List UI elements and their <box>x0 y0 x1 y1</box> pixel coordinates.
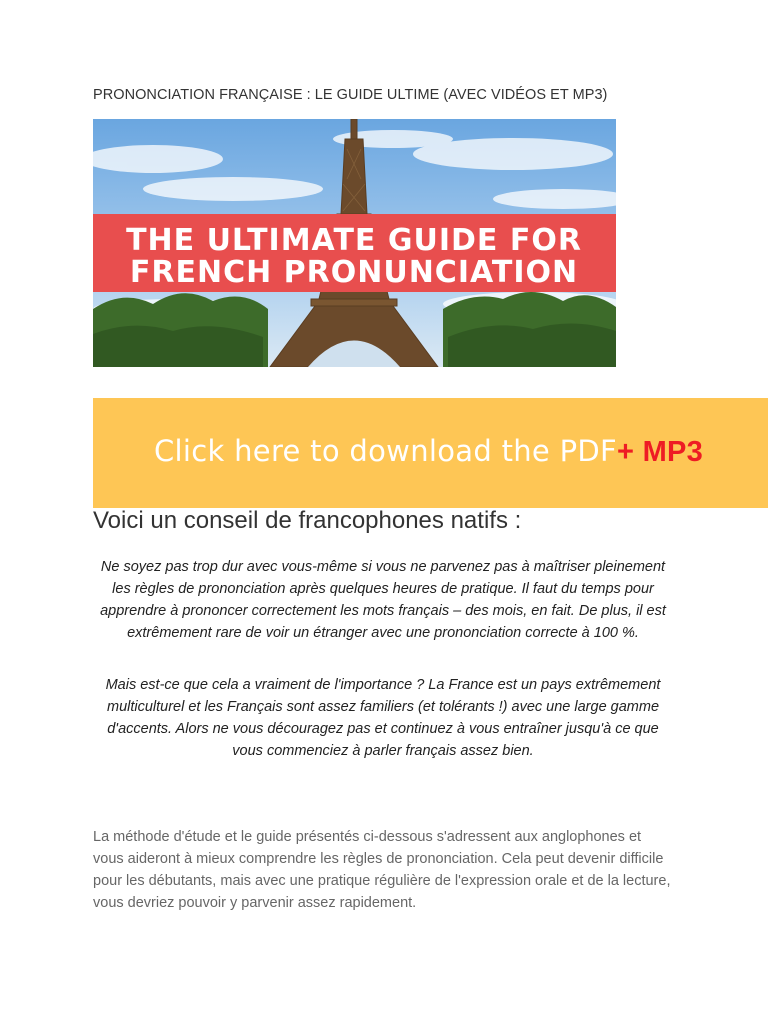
body-paragraph: La méthode d'étude et le guide présentés ci-dessous s'adressent aux anglophones et vous aideront à mieux comprendre les règles de prononciation. Cela peut devenir difficile pour les débutants, mais avec une pratique régulière de l'expression orale et de la lecture, vous devriez pouvoir y parvenir assez rapidement. <box>93 829 671 911</box>
quote-paragraph: Mais est-ce que cela a vraiment de l'importance ? La France est un pays extrêmement multiculturel et les Français sont assez familiers (et tolérants !) avec une large gamme d'accents. Alors ne vous découragez pas et continuez à vous entraîner jusqu'à ce que vous commenciez à parler français assez bien. <box>105 677 661 759</box>
page-title: PRONONCIATION FRANÇAISE : LE GUIDE ULTIME (AVEC VIDÉOS ET MP3) <box>93 87 608 103</box>
download-pdf-button[interactable] <box>93 398 768 508</box>
banner-line-2: FRENCH PRONUNCIATION <box>129 255 579 290</box>
banner-line-1: THE ULTIMATE GUIDE FOR <box>126 223 582 258</box>
download-pdf-label[interactable] <box>154 434 703 469</box>
cta-text[interactable]: Click here to download the PDF <box>154 434 617 468</box>
hero-image <box>93 119 616 367</box>
quote-paragraph: Ne soyez pas trop dur avec vous-même si vous ne parvenez pas à maîtriser pleinement les règles de prononciation après quelques heures de pratique. Il faut du temps pour apprendre à prononcer correctement les mots français – des mois, en fait. De plus, il est extrêmement rare de voir un étranger avec une prononciation correcte à 100 %. <box>100 559 666 641</box>
section-heading: Voici un conseil de francophones natifs : <box>93 507 522 534</box>
cta-accent[interactable]: + MP3 <box>616 436 704 468</box>
